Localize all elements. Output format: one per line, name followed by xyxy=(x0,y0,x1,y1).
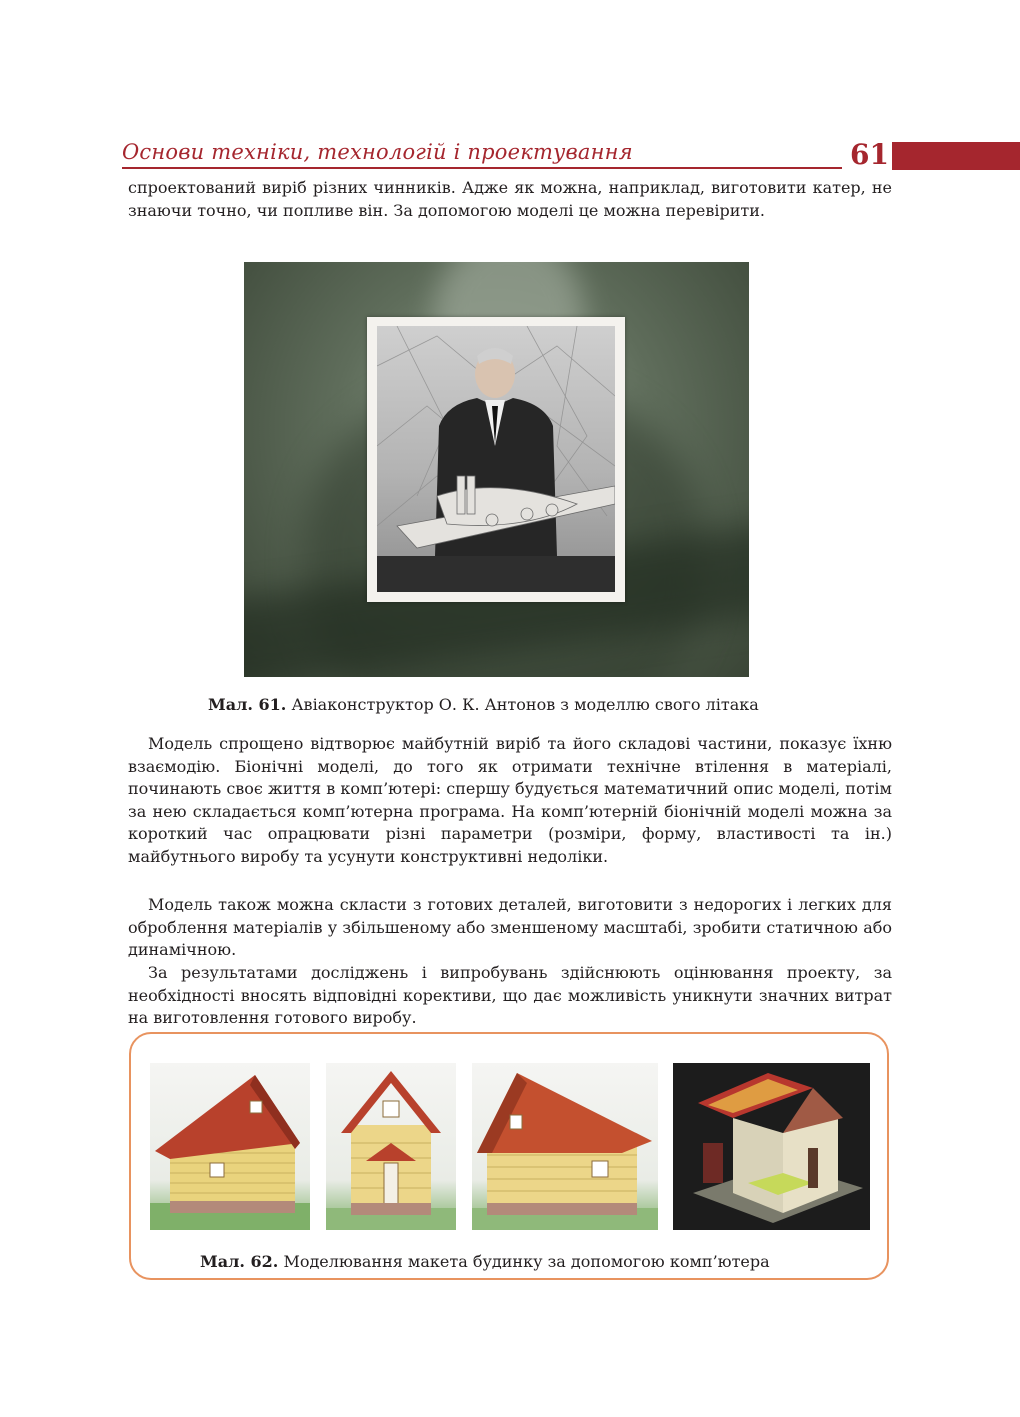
figure-62-caption-text: Моделювання макета будинку за допомогою комп’ютера xyxy=(283,1252,770,1271)
body-paragraph-1: Модель спрощено відтворює майбутній виріб та його складові частини, показує їхню взаємодію. Біонічні моделі, до того як отримати технічне втілення в матеріалі, починають своє життя в комп’ютері: спершу будується математичний опис моделі, потім за нею складається комп’ютерна програма. На комп’ютерній біонічній моделі можна за короткий час опрацювати різні параметри (розміри, форму, властивості та ін.) майбутнього виробу та усунути конструктивні недоліки. xyxy=(128,734,892,866)
figure-62-label: Мал. 62. xyxy=(200,1252,279,1271)
figure-61-label: Мал. 61. xyxy=(208,695,287,714)
header-rule xyxy=(122,167,842,169)
house-model-cutaway-view xyxy=(673,1063,870,1230)
house-model-front-view xyxy=(326,1063,456,1230)
antonov-photo xyxy=(367,317,625,602)
house-model-side-view xyxy=(150,1063,310,1230)
figure-61-image xyxy=(244,262,749,677)
figure-61-caption-text: Авіаконструктор О. К. Антонов з моделлю свого літака xyxy=(291,695,759,714)
house-model-back-view xyxy=(472,1063,658,1230)
intro-paragraph: спроектований виріб різних чинників. Адже як можна, наприклад, виготовити катер, не знаючи точно, чи попливе він. За допомогою моделі це можна перевірити. xyxy=(128,178,892,220)
figure-61-caption xyxy=(208,695,759,715)
body-paragraph-2: Модель також можна скласти з готових деталей, виготовити з недорогих і легких для оброблення матеріалів у збільшеному або зменшеному масштабі, зробити статичною або динамічною. xyxy=(128,895,892,959)
running-header-title: Основи техніки, технологій і проектування xyxy=(122,140,633,164)
page-number: 61 xyxy=(850,138,889,171)
body-paragraph-3: За результатами досліджень і випробувань здійснюють оцінювання проекту, за необхідності вносять відповідні корективи, що дає можливість уникнути значних витрат на виготовлення готового виробу. xyxy=(128,963,892,1027)
header-color-band xyxy=(892,142,1020,170)
figure-62-caption xyxy=(200,1252,770,1272)
